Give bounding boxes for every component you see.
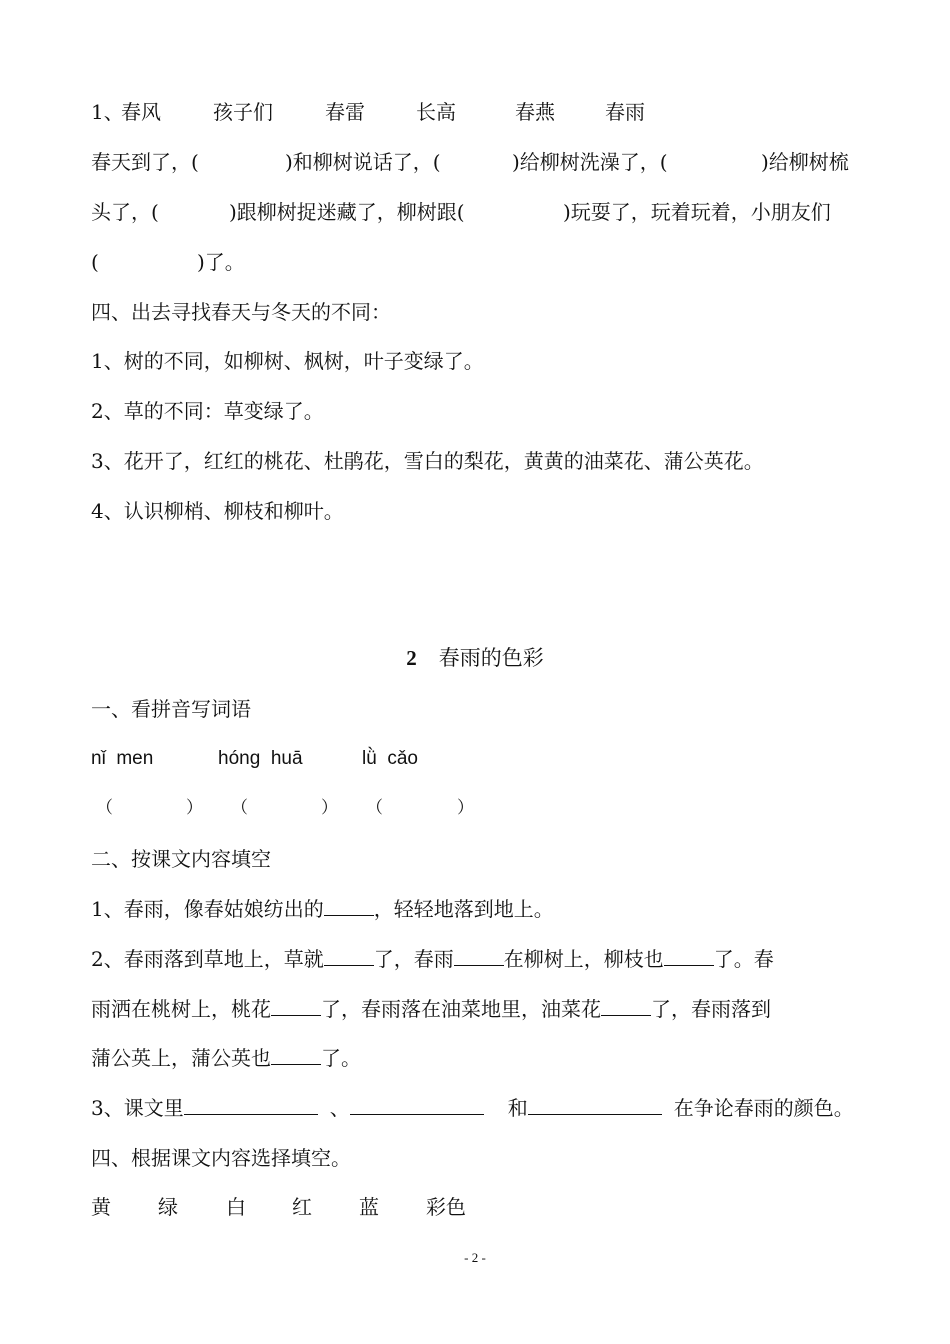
close-paren: ） — [186, 798, 203, 818]
question-text: 在柳树上，柳枝也 — [503, 947, 664, 971]
answer-blank[interactable] — [184, 1094, 318, 1115]
question-text: 雨洒在桃树上，桃花 — [91, 997, 271, 1021]
question-text: 和 — [507, 1096, 528, 1120]
list-item: 3、花开了，红红的桃花、杜鹃花，雪白的梨花，黄黄的油菜花、蒲公英花。 — [91, 449, 764, 473]
lesson-number: 2 — [406, 646, 417, 670]
section-heading: 二、按课文内容填空 — [91, 847, 271, 871]
word-bank-prefix: 1、 — [91, 100, 124, 124]
question-text: 了，春雨 — [373, 947, 454, 971]
color-word: 绿 — [158, 1195, 178, 1219]
section-heading: 一、看拼音写词语 — [91, 697, 251, 721]
paragraph-text: )跟柳树捉迷藏了，柳树跟( — [229, 200, 465, 224]
answer-blank[interactable] — [528, 1094, 662, 1115]
answer-blank[interactable] — [271, 1044, 321, 1065]
open-paren: （ — [231, 798, 248, 818]
question-text: ，轻轻地落到地上。 — [373, 897, 554, 921]
pinyin-word: nǐ men — [91, 748, 154, 769]
list-item: 1、树的不同，如柳树、枫树，叶子变绿了。 — [91, 349, 484, 373]
close-paren: ） — [457, 798, 474, 818]
lesson-title — [0, 644, 950, 672]
answer-blank[interactable] — [664, 945, 714, 966]
open-paren: （ — [96, 798, 113, 818]
paragraph-text: 头了，( — [91, 200, 159, 224]
paragraph-text: )和柳树说话了，( — [285, 150, 441, 174]
question-2-line-1 — [91, 945, 774, 973]
pinyin-word: lǜ cǎo — [362, 748, 418, 769]
question-text: 了。 — [321, 1046, 361, 1070]
question-2-line-3 — [91, 1044, 361, 1072]
section-heading: 四、出去寻找春天与冬天的不同： — [91, 300, 391, 324]
lesson-name: 春雨的色彩 — [438, 646, 544, 670]
paragraph-text: )了。 — [197, 250, 245, 274]
word-bank-word: 孩子们 — [213, 100, 273, 124]
answer-blank[interactable] — [350, 1094, 484, 1115]
pinyin-word: hóng huā — [218, 748, 303, 769]
word-bank-word: 春雷 — [325, 100, 365, 124]
question-text: 在争论春雨的颜色。 — [673, 1096, 854, 1120]
question-text: 了，春雨落在油菜地里，油菜花 — [321, 997, 601, 1021]
question-2-line-2 — [91, 995, 771, 1023]
color-word: 蓝 — [359, 1195, 379, 1219]
color-word: 黄 — [91, 1195, 111, 1219]
question-text: 3、课文里 — [91, 1096, 184, 1120]
color-word: 白 — [226, 1195, 246, 1219]
list-item: 2、草的不同：草变绿了。 — [91, 399, 324, 423]
question-text: 蒲公英上，蒲公英也 — [91, 1046, 271, 1070]
word-bank-word: 长高 — [416, 100, 456, 124]
open-paren: （ — [366, 798, 383, 818]
question-text: 2、春雨落到草地上，草就 — [91, 947, 324, 971]
question-text: 1、春雨，像春姑娘纺出的 — [91, 897, 324, 921]
answer-blank[interactable] — [324, 945, 374, 966]
question-text: 了。春 — [713, 947, 774, 971]
question-1 — [91, 895, 554, 923]
question-text: 了，春雨落到 — [651, 997, 771, 1021]
answer-blank[interactable] — [324, 895, 374, 916]
paragraph-text: 春天到了，( — [91, 150, 199, 174]
page-number: - 2 - — [464, 1250, 486, 1265]
paragraph-text: ( — [91, 250, 99, 274]
question-3 — [91, 1094, 854, 1122]
answer-blank[interactable] — [454, 945, 504, 966]
question-text: 、 — [329, 1096, 350, 1120]
paragraph-text: )给柳树洗澡了，( — [512, 150, 668, 174]
section-heading: 四、根据课文内容选择填空。 — [91, 1146, 351, 1170]
word-bank-word: 春风 — [121, 100, 161, 124]
close-paren: ） — [321, 798, 338, 818]
paragraph-text: )玩耍了，玩着玩着，小朋友们 — [563, 200, 831, 224]
list-item: 4、认识柳梢、柳枝和柳叶。 — [91, 499, 344, 523]
word-bank-word: 春雨 — [605, 100, 645, 124]
word-bank-word: 春燕 — [515, 100, 555, 124]
answer-blank[interactable] — [271, 995, 321, 1016]
color-word: 红 — [292, 1195, 312, 1219]
paragraph-text: )给柳树梳 — [761, 150, 849, 174]
color-word: 彩色 — [426, 1195, 466, 1219]
answer-blank[interactable] — [601, 995, 651, 1016]
